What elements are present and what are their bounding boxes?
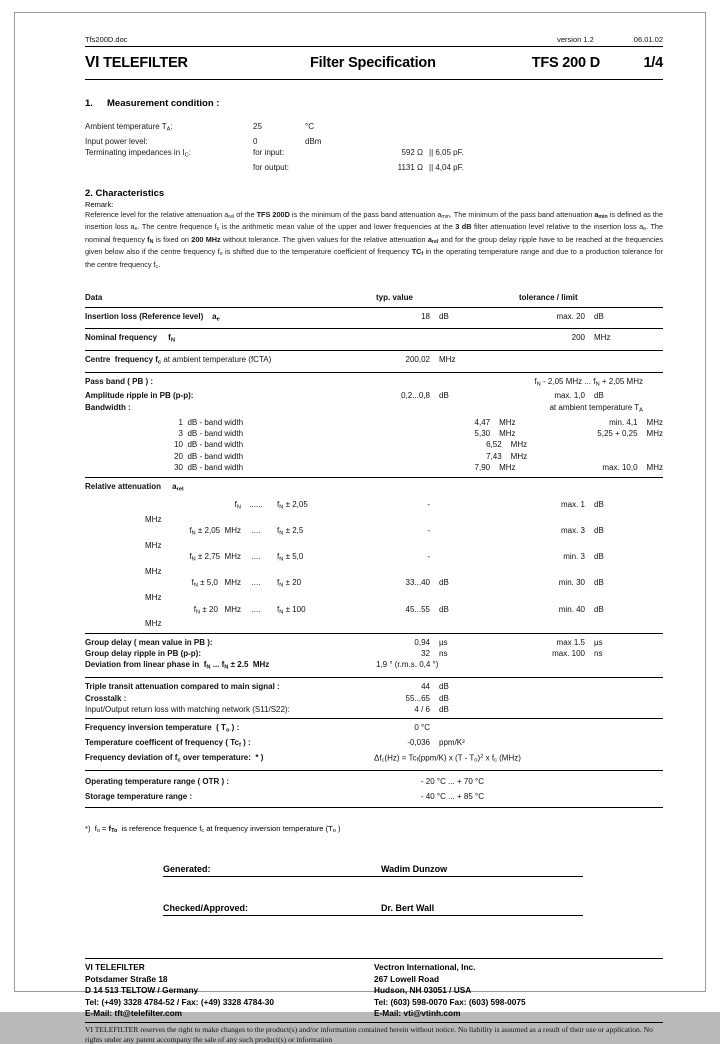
insertion-loss-typ-unit: dB: [439, 311, 449, 321]
footer-block: [85, 958, 663, 1044]
running-header: [85, 35, 663, 46]
table-row: [85, 402, 663, 417]
return-loss-typ-unit: dB: [439, 704, 449, 714]
left-street: Potsdamer Straße 18: [85, 973, 168, 984]
pass-band-label: Pass band ( PB ) :: [85, 376, 154, 386]
table-row: [85, 752, 663, 770]
document-type: Filter Specification: [310, 55, 436, 71]
nominal-frequency-label: Nominal frequency $f_N$: [85, 333, 175, 344]
insertion-loss-label: Insertion loss (Reference level) $a_e$: [85, 311, 220, 323]
inversion-temperature-label: Frequency inversion temperature ( $T_o$ ) :: [85, 723, 240, 734]
table-row: [85, 693, 663, 704]
bandwidth-3db-typ-unit: MHz: [499, 428, 516, 438]
left-city: D 14 513 TELTOW / Germany: [85, 985, 199, 996]
table-row: [85, 439, 663, 450]
group-delay-tol: max 1.5: [556, 637, 585, 647]
group-delay-typ: 0,94: [414, 637, 430, 647]
attenuation-tol-unit-5: dB: [594, 604, 604, 614]
centre-frequency-typ-unit: MHz: [439, 355, 456, 365]
generated-label: Generated:: [163, 863, 211, 874]
address-right: [374, 962, 663, 1020]
column-header-typ: typ. value: [376, 293, 413, 303]
relative-attenuation-label: Relative attenuation $a_{rel}$: [85, 481, 184, 492]
triple-transit-label: Triple transit attenuation compared to main signal :: [85, 682, 280, 692]
bandwidth-note: at ambient temperature $T_A$: [549, 402, 643, 414]
table-row: [85, 678, 663, 692]
ambient-temperature-unit: °C: [305, 122, 314, 131]
centre-frequency-label: Centre frequency $f_c$ at ambient temperature (fCTA): [85, 355, 272, 366]
ambient-temperature-value: 25: [253, 122, 262, 131]
insertion-loss-tol-unit: dB: [594, 311, 604, 321]
table-row: [85, 648, 663, 659]
group-delay-ripple-label: Group delay ripple in PB (p-p):: [85, 649, 201, 659]
attenuation-range-1: $f_N$ ...... $f_N \pm 2,05MHz$: [145, 500, 308, 524]
bandwidth-1db-label: 1 dB - band width: [178, 417, 244, 427]
address-left: [85, 962, 374, 1020]
page-sheet: [14, 12, 706, 1044]
nominal-frequency-tol-unit: MHz: [594, 333, 611, 343]
crosstalk-typ: 55...65: [405, 693, 430, 703]
impedance-input-value: 592 Ω: [401, 148, 423, 158]
remark-label: Remark:: [85, 199, 114, 209]
group-delay-ripple-tol: max. 100: [552, 649, 585, 659]
table-row: [85, 451, 663, 462]
table-row: [85, 373, 663, 391]
attenuation-typ-2: -: [427, 526, 430, 536]
attenuation-tol-3: min. 3: [563, 552, 585, 562]
table-row: [85, 634, 663, 648]
page-number: 1/4: [643, 55, 663, 71]
disclaimer-text: VI TELEFILTER reserves the right to make changes to the product(s) and/or information contained herein without notice. No liability is assumed as a result of their use or application. No rights under any patent accompany the sale of any such product(s) or information: [85, 1024, 653, 1044]
footnote-text: *) $f_o = f_{To}$ is reference frequence $f_c$ at frequency inversion temperature ($T_o$ ): [85, 823, 341, 834]
bandwidth-10db-typ: 6,52: [486, 440, 502, 450]
doc-version: version 1.2: [557, 35, 594, 44]
column-header-data: Data: [85, 293, 103, 303]
table-row: [85, 462, 663, 476]
amplitude-ripple-typ: 0,2...0,8: [401, 391, 430, 401]
table-row: [85, 789, 663, 807]
section-1-heading: [85, 98, 663, 109]
crosstalk-label: Crosstalk :: [85, 693, 127, 703]
attenuation-tol-unit-2: dB: [594, 526, 604, 536]
storage-value: - 40 °C ... + 85 °C: [420, 791, 484, 801]
nominal-frequency-tol: 200: [571, 333, 585, 343]
right-city: Hudson, NH 03051 / USA: [374, 985, 472, 996]
attenuation-tol-4: min. 30: [558, 578, 585, 588]
freq-deviation-label: Frequency deviation of $f_c$ over temperature: * ): [85, 753, 264, 764]
bandwidth-10db-label: 10 dB - band width: [174, 440, 244, 450]
bandwidth-rows: [85, 417, 663, 477]
bandwidth-30db-tol: max. 10,0: [602, 463, 638, 473]
attenuation-typ-unit-4: dB: [439, 578, 449, 588]
bandwidth-3db-typ: 5,30: [474, 428, 491, 438]
title-divider: [85, 79, 663, 80]
spacer-label: [85, 162, 253, 174]
table-row: [85, 719, 663, 737]
signature-block: [85, 864, 663, 916]
bandwidth-1db-typ-unit: MHz: [499, 417, 516, 427]
group-delay-label: Group delay ( mean value in PB ):: [85, 637, 213, 647]
bandwidth-3db-tol-unit: MHz: [646, 428, 663, 438]
table-row: [85, 417, 663, 428]
temp-coefficient-label: Temperature coefficent of frequency ( $Tc_f$ ) :: [85, 737, 251, 749]
section-1-title: Measurement condition :: [107, 98, 220, 109]
bandwidth-10db-typ-unit: MHz: [510, 440, 528, 450]
bandwidth-30db-typ-unit: MHz: [499, 463, 516, 473]
attenuation-typ-5: 45...55: [405, 604, 430, 614]
attenuation-tol-unit-3: dB: [594, 552, 604, 562]
table-row: [145, 577, 663, 603]
impedance-output-label: for output:: [253, 163, 290, 173]
attenuation-tol-2: max. 3: [560, 526, 585, 536]
section-2-heading: 2. Characteristics: [85, 187, 165, 199]
phase-deviation-value: 1,9 ° (r.m.s. 0,4 °): [376, 660, 439, 670]
table-row: [85, 428, 663, 439]
group-delay-ripple-tol-unit: ns: [594, 649, 603, 659]
attenuation-range-2: $f_N \pm 2,05$ MHz .... $f_N \pm 2,5MHz$: [145, 526, 304, 550]
return-loss-typ: 4 / 6: [414, 704, 430, 714]
table-row: [85, 478, 663, 496]
impedance-input-label: for input:: [253, 148, 285, 158]
storage-label: Storage temperature range :: [85, 791, 193, 801]
input-power-value: 0: [253, 136, 258, 146]
input-power-label: Input power level:: [85, 136, 148, 146]
impedance-output-value: 1131 Ω: [397, 163, 423, 173]
part-number: TFS 200 D: [531, 55, 600, 71]
impedance-output-capacitance: || 4,04 pF.: [429, 163, 464, 173]
bandwidth-20db-typ: 7,43: [486, 451, 502, 461]
attenuation-tol-5: min. 40: [558, 604, 585, 614]
measurement-row: [85, 162, 663, 174]
table-row: [145, 604, 663, 633]
terminating-impedance-label: Terminating impedances in $I_C$:: [85, 148, 191, 159]
bandwidth-30db-typ: 7,90: [474, 463, 491, 473]
attenuation-typ-1: -: [427, 500, 430, 510]
table-row: [145, 551, 663, 577]
table-row: [85, 659, 663, 677]
column-header-tolerance: tolerance / limit: [519, 293, 578, 303]
company-logo: [85, 54, 310, 72]
attenuation-typ-4: 33...40: [405, 578, 430, 588]
table-divider: [85, 807, 663, 808]
otr-value: - 20 °C ... + 70 °C: [420, 776, 484, 786]
signature-approved-row: [163, 903, 583, 916]
otr-label: Operating temperature range ( OTR ) :: [85, 776, 230, 786]
amplitude-ripple-label: Amplitude ripple in PB (p-p):: [85, 391, 194, 401]
attenuation-tol-unit-1: dB: [594, 500, 604, 510]
temp-coefficient-typ: -0,036: [407, 737, 430, 747]
table-row: [85, 390, 663, 401]
attenuation-typ-3: -: [427, 552, 430, 562]
signature-generated-row: [163, 864, 583, 877]
table-row: [85, 737, 663, 752]
page-content: [85, 35, 663, 1044]
bandwidth-label: Bandwidth :: [85, 402, 131, 412]
insertion-loss-tol: max. 20: [556, 311, 585, 321]
bandwidth-3db-tol: 5,25 + 0,25: [597, 428, 638, 438]
group-delay-ripple-typ-unit: ns: [439, 649, 448, 659]
bandwidth-20db-label: 20 dB - band width: [174, 451, 244, 461]
temp-coefficient-typ-unit: ppm/K²: [439, 737, 465, 747]
amplitude-ripple-typ-unit: dB: [439, 391, 449, 401]
right-company: Vectron International, Inc.: [374, 961, 476, 972]
address-columns: [85, 959, 663, 1022]
approved-name: Dr. Bert Wall: [381, 902, 435, 913]
bandwidth-30db-label: 30 dB - band width: [174, 463, 244, 473]
attenuation-tol-1: max. 1: [560, 500, 585, 510]
return-loss-label: Input/Output return loss with matching network (S11/S22):: [85, 704, 290, 714]
bandwidth-30db-tol-unit: MHz: [646, 463, 663, 473]
logo-vi-mark: VI: [85, 54, 100, 71]
approved-label: Checked/Approved:: [163, 902, 249, 913]
freq-deviation-formula: $\Delta f_c(Hz) = Tc_f(ppm/K)$ x $(T - T_o)^2$ x $f_c$ (MHz): [374, 753, 521, 764]
table-row: [145, 525, 663, 551]
left-company: VI TELEFILTER: [85, 961, 145, 972]
relative-attenuation-rows: [85, 495, 663, 632]
measurement-row: [85, 147, 663, 162]
insertion-loss-typ: 18: [421, 311, 430, 321]
attenuation-typ-unit-5: dB: [439, 604, 449, 614]
right-street: 267 Lowell Road: [374, 973, 440, 984]
pass-band-value: $f_N - 2,05$ MHz ... $f_N + 2,05$ MHz: [534, 376, 643, 388]
table-row: [85, 351, 663, 372]
table-row: [85, 308, 663, 329]
inversion-temperature-value: 0 °C: [414, 723, 430, 733]
group-delay-tol-unit: µs: [594, 637, 603, 647]
bandwidth-1db-typ: 4,47: [474, 417, 491, 427]
left-phone: Tel: (+49) 3328 4784-52 / Fax: (+49) 3328 4784-30: [85, 996, 274, 1007]
right-email[interactable]: E-Mail: vti@vtinh.com: [374, 1008, 461, 1019]
measurement-row: [85, 136, 663, 148]
bandwidth-1db-tol-unit: MHz: [646, 417, 663, 427]
attenuation-range-5: $f_N \pm 20$ MHz .... $f_N \pm 100MHz$: [145, 604, 306, 629]
amplitude-ripple-tol: max. 1,0: [554, 391, 585, 401]
bandwidth-20db-typ-unit: MHz: [510, 451, 528, 461]
table-row: [85, 329, 663, 350]
attenuation-range-3: $f_N \pm 2,75$ MHz .... $f_N \pm 5,0MHz$: [145, 552, 304, 577]
table-row: [145, 499, 663, 525]
section-1-number: 1.: [85, 98, 93, 109]
logo-name: TELEFILTER: [103, 55, 188, 71]
doc-date: 06.01.02: [633, 35, 663, 44]
table-header-row: [85, 292, 663, 306]
right-phone: Tel: (603) 598-0070 Fax: (603) 598-0075: [374, 996, 526, 1007]
bandwidth-1db-tol: min. 4,1: [609, 417, 638, 427]
attenuation-tol-unit-4: dB: [594, 578, 604, 588]
triple-transit-typ-unit: dB: [439, 682, 449, 692]
input-power-unit: dBm: [305, 136, 322, 146]
remark-paragraph: Reference level for the relative attenuation $a_{rel}$ of the TFS 200D is the minimum of the pass band attenuation $a_{min}$. The minimum of the pass band attenuation $a_{min}$ is defined as the insertion loss $a_e$. The centre frequence $f_c$ is the arithmetic mean value of the upper and lower frequencies at the 3 dB filter attenuation level relative to the insertion loss $a_e$. The nominal frequency $f_N$ is fixed on 200 MHz without tolerance. The given values for the relative attenuation $a_{rel}$ and for the group delay ripple have to be reached at the frequencies given below also if the centre frequency $f_o$ is shifted due to the temperature coefficient of frequency $TC_f$ in the operating temperature range and due to a production tolerance for the centre frequency $f_c$.: [85, 209, 664, 270]
impedance-input-capacitance: || 6,05 pF.: [429, 148, 464, 158]
group-delay-typ-unit: µs: [439, 637, 448, 647]
ambient-temperature-label: Ambient temperature $T_A$:: [85, 122, 173, 133]
phase-deviation-label: Deviation from linear phase in $f_N$ ... $f_N \pm 2.5$ MHz: [85, 660, 270, 671]
centre-frequency-typ: 200,02: [405, 355, 430, 365]
crosstalk-typ-unit: dB: [439, 693, 449, 703]
attenuation-range-4: $f_N \pm 5,0$ MHz .... $f_N \pm 20MHz$: [145, 578, 302, 603]
generated-name: Wadim Dunzow: [381, 863, 448, 874]
left-email[interactable]: E-Mail: tft@telefilter.com: [85, 1008, 183, 1019]
bandwidth-3db-label: 3 dB - band width: [178, 428, 244, 438]
doc-filename: Tfs200D.doc: [85, 35, 128, 44]
table-row: [85, 771, 663, 789]
measurement-row: [85, 121, 663, 136]
amplitude-ripple-tol-unit: dB: [594, 391, 604, 401]
measurement-conditions-list: [85, 121, 663, 174]
triple-transit-typ: 44: [421, 682, 430, 692]
specification-table: [85, 292, 663, 807]
group-delay-ripple-typ: 32: [421, 649, 430, 659]
table-row: [85, 704, 663, 718]
title-bar: [85, 47, 663, 79]
